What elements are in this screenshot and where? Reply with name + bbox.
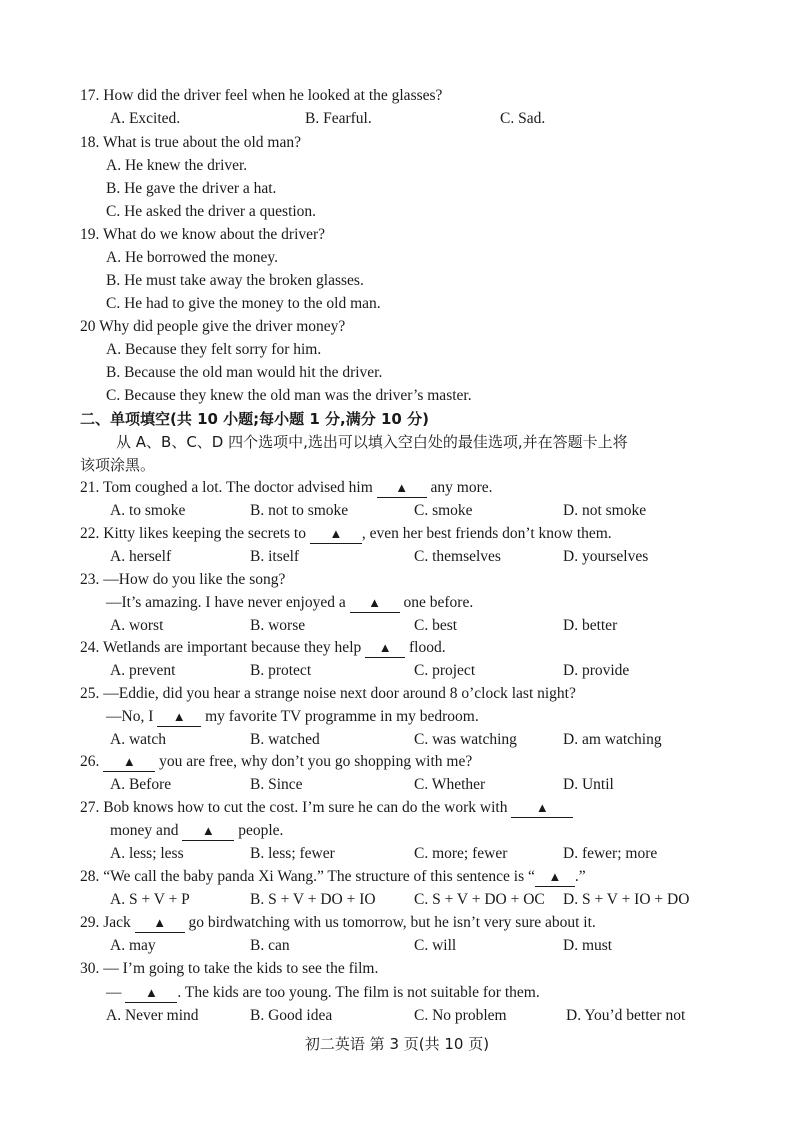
q21-option-c: C. smoke — [414, 502, 473, 519]
q23-blank — [350, 594, 400, 613]
q28-option-d: D. S + V + IO + DO — [563, 891, 690, 908]
q23-text-before: —It’s amazing. I have never enjoyed a — [106, 594, 350, 611]
q19-option-a: A. He borrowed the money. — [106, 249, 279, 266]
q25-option-a: A. watch — [110, 731, 166, 748]
q27-text-after: people. — [234, 822, 284, 839]
blank-triangle-icon: ▲ — [535, 800, 549, 815]
q20-option-a: A. Because they felt sorry for him. — [106, 341, 322, 358]
q29-text-after: go birdwatching with us tomorrow, but he isn’t very sure about it. — [184, 914, 596, 931]
page-footer: 初二英语 第 3 页(共 10 页) — [304, 1035, 490, 1053]
q28-option-a: A. S + V + P — [110, 891, 190, 908]
q18-option-b: B. He gave the driver a hat. — [106, 180, 277, 197]
q26-text-after: you are free, why don’t you go shopping with me? — [155, 753, 473, 770]
q29-option-d: D. must — [563, 937, 613, 954]
q25-option-c: C. was watching — [414, 731, 517, 748]
q23-option-d: D. better — [563, 617, 618, 634]
q30-response — [106, 983, 540, 1003]
q22-text-before: 22. Kitty likes keeping the secrets to — [80, 525, 310, 542]
q30-text-after: . The kids are too young. The film is not suitable for them. — [177, 984, 540, 1001]
q18-option-a: A. He knew the driver. — [106, 157, 248, 174]
q21-option-b: B. not to smoke — [250, 502, 349, 519]
q20-stem: 20 Why did people give the driver money? — [80, 318, 346, 335]
q22-option-d: D. yourselves — [563, 548, 649, 565]
q17-stem: 17. How did the driver feel when he looked at the glasses? — [80, 87, 443, 104]
q27-blank-2 — [182, 822, 234, 841]
blank-triangle-icon: ▲ — [378, 640, 392, 655]
q20-option-b: B. Because the old man would hit the driver. — [106, 364, 383, 381]
q25-text-after: my favorite TV programme in my bedroom. — [201, 708, 479, 725]
q20-option-c: C. Because they knew the old man was the driver’s master. — [106, 387, 472, 404]
q27-option-c: C. more; fewer — [414, 845, 508, 862]
q17-option-b: B. Fearful. — [305, 110, 372, 127]
blank-triangle-icon: ▲ — [548, 869, 562, 884]
q26-blank — [103, 753, 155, 772]
q26-option-b: B. Since — [250, 776, 303, 793]
q24-text-after: flood. — [405, 639, 446, 656]
q27-option-b: B. less; fewer — [250, 845, 335, 862]
q28-option-c: C. S + V + DO + OC — [414, 891, 545, 908]
q25-text-before: —No, I — [106, 708, 158, 725]
q27-stem-line2 — [110, 821, 283, 841]
q24-option-d: D. provide — [563, 662, 630, 679]
q30-option-b: B. Good idea — [250, 1007, 333, 1024]
q25-stem: 25. —Eddie, did you hear a strange noise next door around 8 o’clock last night? — [80, 685, 576, 702]
q25-option-d: D. am watching — [563, 731, 662, 748]
q27-text-middle: money and — [110, 822, 183, 839]
q23-option-c: C. best — [414, 617, 458, 634]
q24-option-b: B. protect — [250, 662, 312, 679]
q28-text-before: 28. “We call the baby panda Xi Wang.” The structure of this sentence is “ — [80, 868, 535, 885]
q27-option-d: D. fewer; more — [563, 845, 658, 862]
q24-blank — [365, 639, 405, 658]
q30-option-c: C. No problem — [414, 1007, 507, 1024]
q19-option-c: C. He had to give the money to the old man. — [106, 295, 381, 312]
q21-text-before: 21. Tom coughed a lot. The doctor advised him — [80, 479, 377, 496]
q29-option-a: A. may — [110, 937, 156, 954]
q23-option-b: B. worse — [250, 617, 306, 634]
q23-stem: 23. —How do you like the song? — [80, 571, 286, 588]
q27-option-a: A. less; less — [110, 845, 184, 862]
q24-option-a: A. prevent — [110, 662, 176, 679]
blank-triangle-icon: ▲ — [329, 526, 343, 541]
q30-option-a: A. Never mind — [106, 1007, 199, 1024]
q22-stem — [80, 524, 612, 544]
q23-text-after: one before. — [399, 594, 474, 611]
q18-option-c: C. He asked the driver a question. — [106, 203, 317, 220]
q25-blank — [157, 708, 201, 727]
blank-triangle-icon: ▲ — [201, 823, 215, 838]
q24-option-c: C. project — [414, 662, 476, 679]
q17-option-c: C. Sad. — [500, 110, 546, 127]
q27-stem — [80, 798, 573, 818]
q27-blank-1 — [511, 799, 573, 818]
q19-option-b: B. He must take away the broken glasses. — [106, 272, 364, 289]
q22-text-after: , even her best friends don’t know them. — [361, 525, 612, 542]
q26-option-a: A. Before — [110, 776, 172, 793]
q26-option-d: D. Until — [563, 776, 614, 793]
q24-text-before: 24. Wetlands are important because they help — [80, 639, 366, 656]
q28-blank — [535, 868, 575, 887]
q21-stem — [80, 478, 493, 498]
q30-text-before: — — [106, 984, 126, 1001]
q29-text-before: 29. Jack — [80, 914, 135, 931]
q21-option-a: A. to smoke — [110, 502, 186, 519]
blank-triangle-icon: ▲ — [144, 985, 158, 1000]
q18-stem: 18. What is true about the old man? — [80, 134, 301, 151]
q30-stem: 30. — I’m going to take the kids to see the film. — [80, 960, 379, 977]
q26-text-before: 26. — [80, 753, 104, 770]
q24-stem — [80, 638, 446, 658]
section-title: 二、单项填空(共 10 小题;每小题 1 分,满分 10 分) — [80, 410, 429, 428]
section-instruction-line1: 从 A、B、C、D 四个选项中,选出可以填入空白处的最佳选项,并在答题卡上将 — [116, 433, 628, 451]
q26-stem — [80, 752, 472, 772]
q21-option-d: D. not smoke — [563, 502, 647, 519]
q28-stem — [80, 867, 586, 887]
q23-option-a: A. worst — [110, 617, 164, 634]
q28-text-after: .” — [574, 868, 586, 885]
q17-option-a: A. Excited. — [110, 110, 181, 127]
blank-triangle-icon: ▲ — [122, 754, 136, 769]
q26-option-c: C. Whether — [414, 776, 486, 793]
q21-blank — [377, 479, 427, 498]
blank-triangle-icon: ▲ — [368, 595, 382, 610]
q27-text-before: 27. Bob knows how to cut the cost. I’m sure he can do the work with — [80, 799, 512, 816]
q29-option-c: C. will — [414, 937, 457, 954]
blank-triangle-icon: ▲ — [395, 480, 409, 495]
q21-text-after: any more. — [426, 479, 493, 496]
q29-blank — [135, 914, 185, 933]
q25-option-b: B. watched — [250, 731, 320, 748]
q22-option-c: C. themselves — [414, 548, 501, 565]
q30-option-d: D. You’d better not — [566, 1007, 686, 1024]
section-instruction-line2: 该项涂黑。 — [80, 456, 156, 474]
q23-response — [106, 593, 473, 613]
q22-option-b: B. itself — [250, 548, 300, 565]
blank-triangle-icon: ▲ — [153, 915, 167, 930]
q22-option-a: A. herself — [110, 548, 172, 565]
q19-stem: 19. What do we know about the driver? — [80, 226, 326, 243]
blank-triangle-icon: ▲ — [172, 709, 186, 724]
q28-option-b: B. S + V + DO + IO — [250, 891, 376, 908]
q29-option-b: B. can — [250, 937, 290, 954]
q22-blank — [310, 525, 362, 544]
q25-response — [106, 707, 479, 727]
q30-blank — [125, 984, 177, 1003]
q29-stem — [80, 913, 596, 933]
